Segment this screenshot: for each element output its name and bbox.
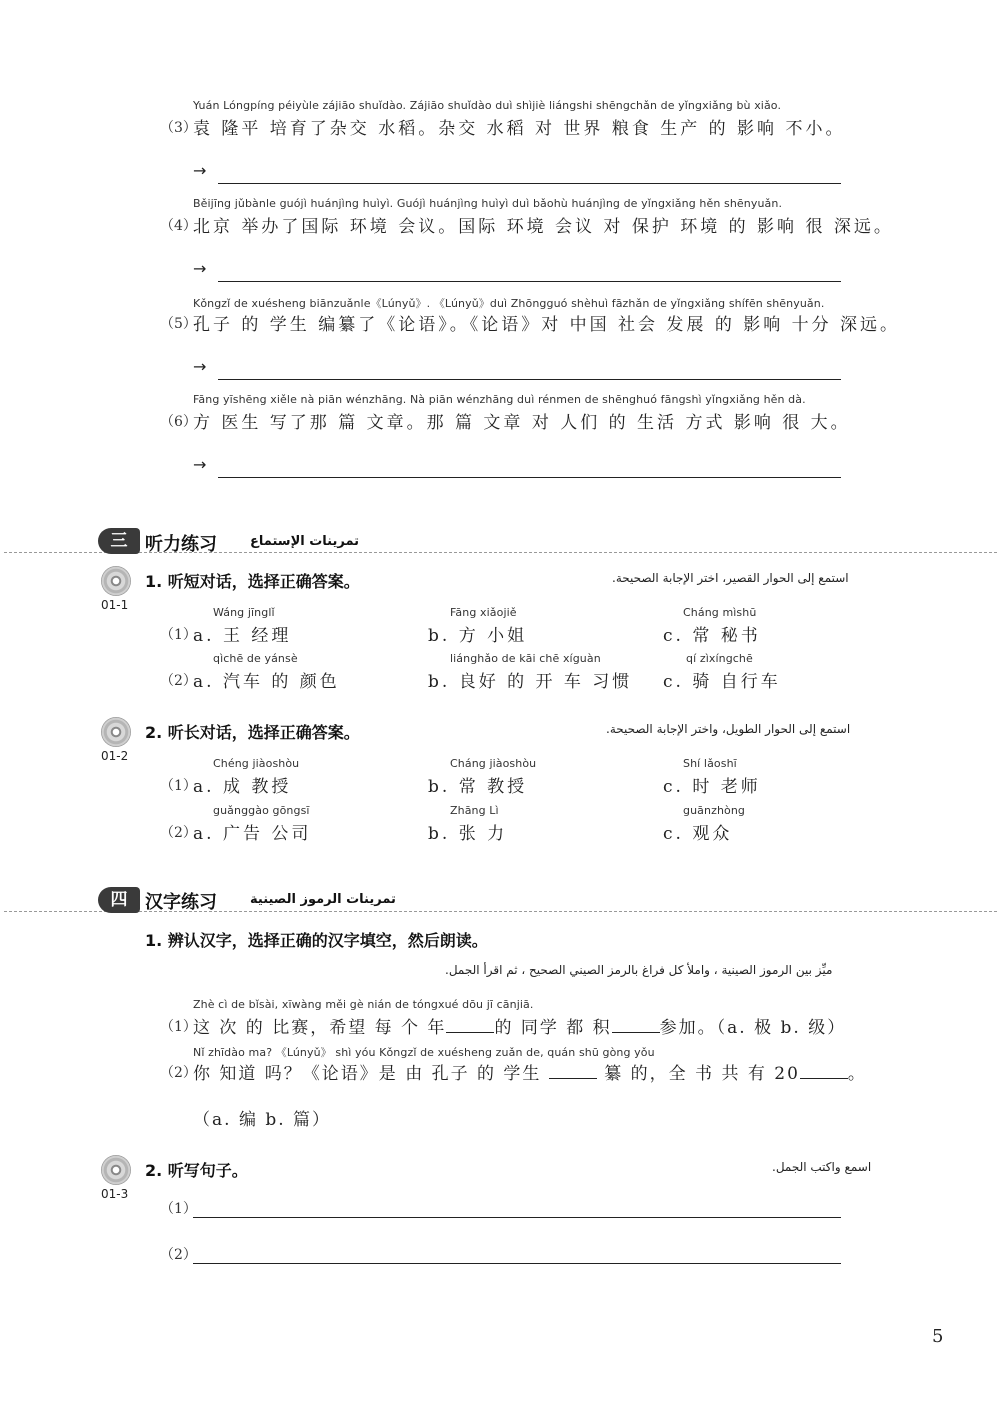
option-b[interactable]: b. 张 力 <box>428 824 508 844</box>
question-title: 2. 听写句子。 <box>145 1161 248 1180</box>
item-hanzi: 袁 隆平 培育了杂交 水稻。杂交 水稻 对 世界 粮食 生产 的 影响 不小。 <box>193 119 846 139</box>
question-instruction-arabic: ميِّز بين الرموز الصينية ، واملأ كل فراغ بالرمز الصيني الصحيح ، ثم اقرأ الجمل. <box>445 963 833 977</box>
option-c[interactable]: c. 骑 自行车 <box>663 672 781 692</box>
item-number: （1） <box>160 1201 197 1217</box>
item-number: （5） <box>160 316 197 332</box>
section-title-arabic: تمرينات الرموز الصينية <box>250 892 396 907</box>
item-number: （1） <box>160 627 197 643</box>
sentence-part: 纂 的，全 书 共 有 20 <box>596 1064 800 1084</box>
option-pinyin: Zhāng Lì <box>450 804 499 817</box>
item-pinyin: Běijīng jǔbànle guójì huánjìng huìyì. Guójì huánjìng huìyì duì bǎohù huánjìng de yǐngxiǎng hěn shēnyuǎn. <box>193 197 783 210</box>
answer-line[interactable] <box>218 477 841 478</box>
sentence-part: 这 次 的 比赛，希望 每 个 年 <box>193 1018 447 1038</box>
fill-sentence <box>193 1013 846 1038</box>
track-number: 01-1 <box>101 598 129 612</box>
arrow-icon: → <box>193 455 207 474</box>
option-pinyin: qí zìxíngchē <box>686 652 753 665</box>
sentence-part: 你 知道 吗？《论语》是 由 孔子 的 学生 <box>193 1064 549 1084</box>
option-pinyin: Shí lǎoshī <box>683 757 737 770</box>
answer-line[interactable] <box>218 183 841 184</box>
track-number: 01-3 <box>101 1187 129 1201</box>
question-title: 2. 听长对话，选择正确答案。 <box>145 723 360 742</box>
sentence-part: 。 <box>847 1064 867 1084</box>
option-pinyin: Fāng xiǎojiě <box>450 606 517 619</box>
option-pinyin: Cháng mìshū <box>683 606 757 619</box>
fill-blank[interactable] <box>612 1016 660 1033</box>
sentence-part: 的 同学 都 积 <box>494 1018 612 1038</box>
dictation-line[interactable] <box>193 1217 841 1218</box>
section-badge: 四 <box>98 887 140 913</box>
option-a[interactable]: a. 广告 公司 <box>193 824 312 844</box>
option-a[interactable]: a. 汽车 的 颜色 <box>193 672 340 692</box>
audio-cd-icon[interactable] <box>101 717 131 747</box>
item-number: （2） <box>160 1247 197 1263</box>
option-b[interactable]: b. 良好 的 开 车 习惯 <box>428 672 633 692</box>
answer-line[interactable] <box>218 379 841 380</box>
arrow-icon: → <box>193 161 207 180</box>
item-pinyin: Kǒngzǐ de xuésheng biānzuǎnle《Lúnyǔ》. 《Lúnyǔ》duì Zhōngguó shèhuì fāzhǎn de yǐngxiǎng shífēn shēnyuǎn. <box>193 297 825 310</box>
item-number: （2） <box>160 825 197 841</box>
item-hanzi: 孔子 的 学生 编纂了《论语》。《论语》对 中国 社会 发展 的 影响 十分 深远。 <box>193 315 901 335</box>
fill-sentence <box>193 1059 867 1084</box>
item-number: （6） <box>160 414 197 430</box>
item-pinyin: Yuán Lóngpíng péiyùle zájiāo shuǐdào. Zájiāo shuǐdào duì shìjiè liángshi shēngchǎn de yǐngxiǎng bù xiǎo. <box>193 99 782 112</box>
audio-cd-icon[interactable] <box>101 1155 131 1185</box>
option-pinyin: qìchē de yánsè <box>213 652 298 665</box>
item-number: （4） <box>160 218 197 234</box>
sentence-part: 参加。（a. 极 b. 级） <box>659 1018 847 1038</box>
option-c[interactable]: c. 时 老师 <box>663 777 761 797</box>
option-pinyin: Wáng jīnglǐ <box>213 606 275 619</box>
item-hanzi: 方 医生 写了那 篇 文章。那 篇 文章 对 人们 的 生活 方式 影响 很 大。 <box>193 413 851 433</box>
option-pinyin: guǎnggào gōngsī <box>213 804 310 817</box>
dictation-line[interactable] <box>193 1263 841 1264</box>
option-pinyin: guānzhòng <box>683 804 745 817</box>
answer-line[interactable] <box>218 281 841 282</box>
option-b[interactable]: b. 方 小姐 <box>428 626 528 646</box>
fill-blank[interactable] <box>549 1062 597 1079</box>
sentence-pinyin: Nǐ zhīdào ma? 《Lúnyǔ》 shì yóu Kǒngzǐ de xuésheng zuǎn de, quán shū gòng yǒu <box>193 1046 655 1059</box>
track-number: 01-2 <box>101 749 129 763</box>
option-pinyin: liánghǎo de kāi chē xíguàn <box>450 652 601 665</box>
option-a[interactable]: a. 王 经理 <box>193 626 292 646</box>
option-pinyin: Chéng jiàoshòu <box>213 757 300 770</box>
arrow-icon: → <box>193 259 207 278</box>
option-c[interactable]: c. 常 秘书 <box>663 626 761 646</box>
fill-blank[interactable] <box>800 1062 848 1079</box>
option-a[interactable]: a. 成 教授 <box>193 777 292 797</box>
section-title: 汉字练习 <box>145 892 217 913</box>
option-c[interactable]: c. 观众 <box>663 824 733 844</box>
audio-cd-icon[interactable] <box>101 566 131 596</box>
question-title: 1. 听短对话，选择正确答案。 <box>145 572 360 591</box>
question-title: 1. 辨认汉字，选择正确的汉字填空，然后朗读。 <box>145 931 488 950</box>
option-b[interactable]: b. 常 教授 <box>428 777 528 797</box>
section-title-arabic: تمرينات الإستماع <box>250 534 360 549</box>
section-title: 听力练习 <box>145 534 217 555</box>
options-text: （a. 编 b. 篇） <box>193 1110 332 1130</box>
item-number: （2） <box>160 1065 197 1081</box>
item-pinyin: Fāng yīshēng xiěle nà piān wénzhāng. Nà piān wénzhāng duì rénmen de shēnghuó fāngshì yǐngxiǎng hěn dà. <box>193 393 806 406</box>
question-instruction-arabic: استمع إلى الحوار الطويل، واختر الإجابة الصحيحة. <box>606 722 851 736</box>
item-number: （2） <box>160 673 197 689</box>
item-number: （1） <box>160 1019 197 1035</box>
question-instruction-arabic: استمع إلى الحوار القصير، اختر الإجابة الصحيحة. <box>612 571 849 585</box>
fill-blank[interactable] <box>446 1016 494 1033</box>
arrow-icon: → <box>193 357 207 376</box>
item-hanzi: 北京 举办了国际 环境 会议。国际 环境 会议 对 保护 环境 的 影响 很 深远。 <box>193 217 894 237</box>
section-badge: 三 <box>98 528 140 554</box>
item-number: （3） <box>160 120 197 136</box>
option-pinyin: Cháng jiàoshòu <box>450 757 537 770</box>
question-instruction-arabic: اسمع واكتب الجمل. <box>772 1160 872 1174</box>
item-number: （1） <box>160 778 197 794</box>
page-number: 5 <box>932 1326 944 1347</box>
sentence-pinyin: Zhè cì de bǐsài, xīwàng měi gè nián de tóngxué dōu jī cānjiā. <box>193 998 534 1011</box>
